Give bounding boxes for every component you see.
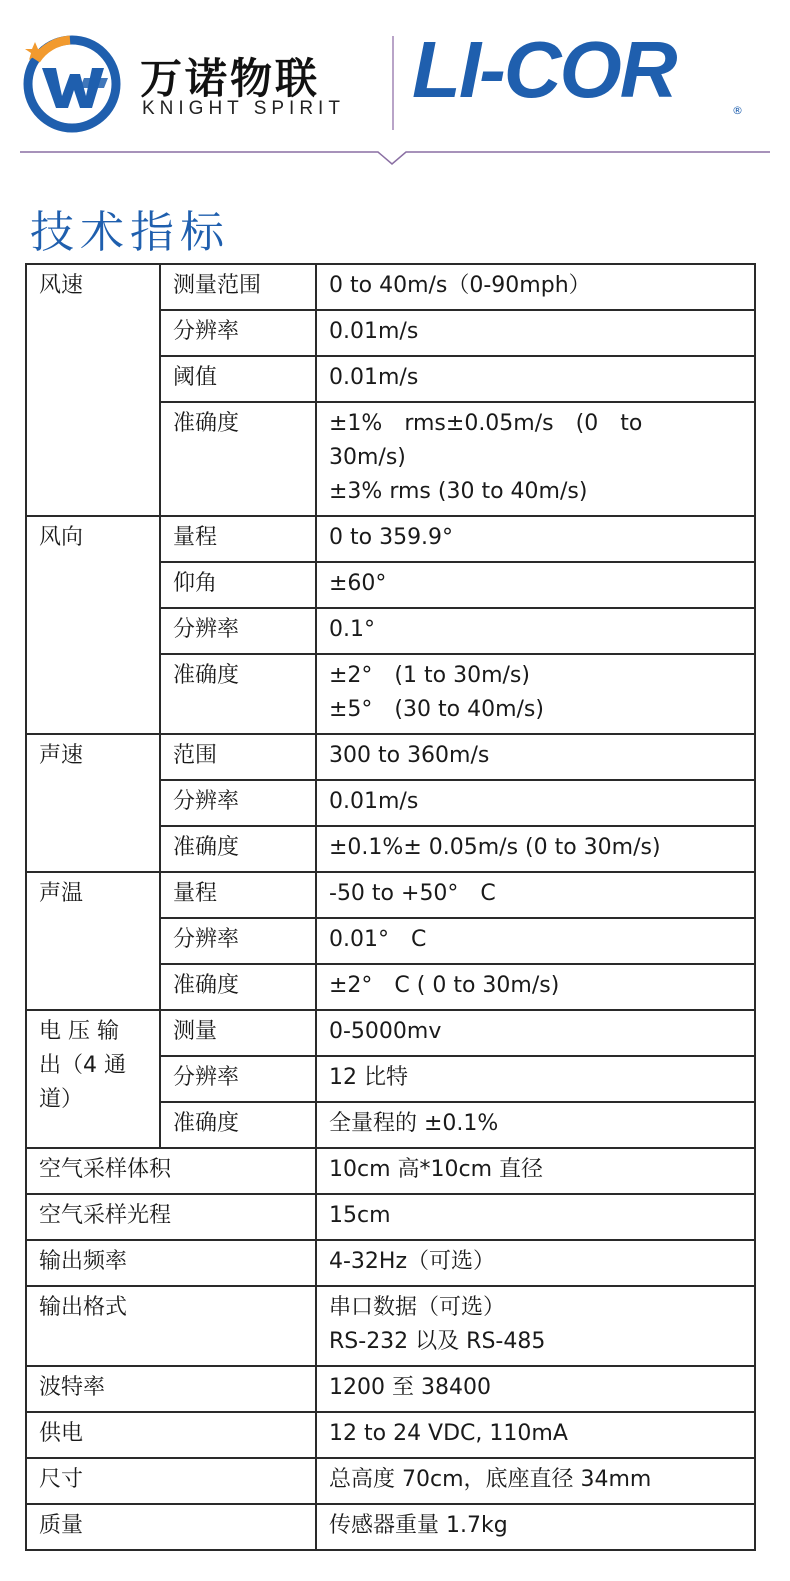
- table-row: [26, 1458, 755, 1504]
- param-label: 质量: [26, 1504, 316, 1550]
- registered-mark: ®: [732, 104, 743, 117]
- category-line: 电 压 输: [39, 1019, 119, 1044]
- param-label: 测量: [160, 1010, 316, 1056]
- param-label: 仰角: [160, 562, 316, 608]
- param-label: 量程: [160, 872, 316, 918]
- table-row: [26, 1194, 755, 1240]
- table-row: [26, 1504, 755, 1550]
- param-label: 量程: [160, 516, 316, 562]
- category-line: 出（4 通: [39, 1053, 126, 1078]
- licor-logo: LI-COR: [412, 25, 676, 114]
- category-cell: 风向: [26, 516, 160, 734]
- spec-table: [25, 263, 756, 1551]
- table-row: [26, 1148, 755, 1194]
- table-row: [26, 872, 755, 918]
- param-value: 全量程的 ±0.1%: [316, 1102, 755, 1148]
- category-cell: 声温: [26, 872, 160, 1010]
- category-cell: 声速: [26, 734, 160, 872]
- category-line: 道）: [39, 1087, 84, 1112]
- brand-name-cn: 万诺物联: [140, 54, 321, 103]
- value-line: 30m/s): [329, 445, 406, 470]
- param-label: 阈值: [160, 356, 316, 402]
- param-value: 0.01m/s: [316, 356, 755, 402]
- param-value: 300 to 360m/s: [316, 734, 755, 780]
- param-value: 0 to 359.9°: [316, 516, 755, 562]
- param-value: 0 to 40m/s（0-90mph）: [316, 264, 755, 310]
- brand-name-en: KNIGHT SPIRIT: [142, 98, 345, 119]
- param-label: 分辨率: [160, 1056, 316, 1102]
- value-line: ±5° (30 to 40m/s): [329, 697, 544, 722]
- param-value: 10cm 高*10cm 直径: [316, 1148, 755, 1194]
- param-value: 0-5000mv: [316, 1010, 755, 1056]
- param-value: 总高度 70cm，底座直径 34mm: [316, 1458, 755, 1504]
- value-line: ±2° (1 to 30m/s): [329, 663, 530, 688]
- param-value: 15cm: [316, 1194, 755, 1240]
- param-value: ±2° C ( 0 to 30m/s): [316, 964, 755, 1010]
- header: [0, 0, 790, 172]
- param-value: 12 比特: [316, 1056, 755, 1102]
- param-label: 准确度: [160, 1102, 316, 1148]
- param-value: [316, 654, 755, 734]
- param-value: 0.01° C: [316, 918, 755, 964]
- param-value: [316, 402, 755, 516]
- section-title: 技术指标: [30, 207, 230, 258]
- header-divider-line: [20, 0, 770, 172]
- param-label: 供电: [26, 1412, 316, 1458]
- param-label: 准确度: [160, 654, 316, 734]
- param-value: 0.01m/s: [316, 780, 755, 826]
- param-label: 范围: [160, 734, 316, 780]
- param-label: 波特率: [26, 1366, 316, 1412]
- param-value: -50 to +50° C: [316, 872, 755, 918]
- param-value: 12 to 24 VDC, 110mA: [316, 1412, 755, 1458]
- param-label: 输出格式: [26, 1286, 316, 1366]
- table-row: [26, 734, 755, 780]
- table-row: [26, 1286, 755, 1366]
- value-line: ±1% rms±0.05m/s (0 to: [329, 411, 643, 436]
- param-label: 准确度: [160, 826, 316, 872]
- param-value: 0.1°: [316, 608, 755, 654]
- param-value: [316, 1286, 755, 1366]
- category-cell: [26, 1010, 160, 1148]
- param-label: 准确度: [160, 402, 316, 516]
- param-value: 传感器重量 1.7kg: [316, 1504, 755, 1550]
- param-label: 分辨率: [160, 310, 316, 356]
- param-label: 测量范围: [160, 264, 316, 310]
- param-value: ±0.1%± 0.05m/s (0 to 30m/s): [316, 826, 755, 872]
- value-line: 串口数据（可选）: [329, 1295, 506, 1320]
- param-label: 准确度: [160, 964, 316, 1010]
- table-row: [26, 1366, 755, 1412]
- param-value: 4-32Hz（可选）: [316, 1240, 755, 1286]
- table-row: [26, 1240, 755, 1286]
- param-value: ±60°: [316, 562, 755, 608]
- value-line: RS-232 以及 RS-485: [329, 1329, 546, 1354]
- param-label: 分辨率: [160, 608, 316, 654]
- param-label: 空气采样体积: [26, 1148, 316, 1194]
- table-row: [26, 1412, 755, 1458]
- param-label: 输出频率: [26, 1240, 316, 1286]
- category-cell: 风速: [26, 264, 160, 516]
- param-label: 分辨率: [160, 918, 316, 964]
- value-line: ±3% rms (30 to 40m/s): [329, 479, 588, 504]
- param-value: 0.01m/s: [316, 310, 755, 356]
- param-value: 1200 至 38400: [316, 1366, 755, 1412]
- param-label: 空气采样光程: [26, 1194, 316, 1240]
- param-label: 尺寸: [26, 1458, 316, 1504]
- table-row: [26, 1010, 755, 1056]
- param-label: 分辨率: [160, 780, 316, 826]
- table-row: [26, 264, 755, 310]
- table-row: [26, 516, 755, 562]
